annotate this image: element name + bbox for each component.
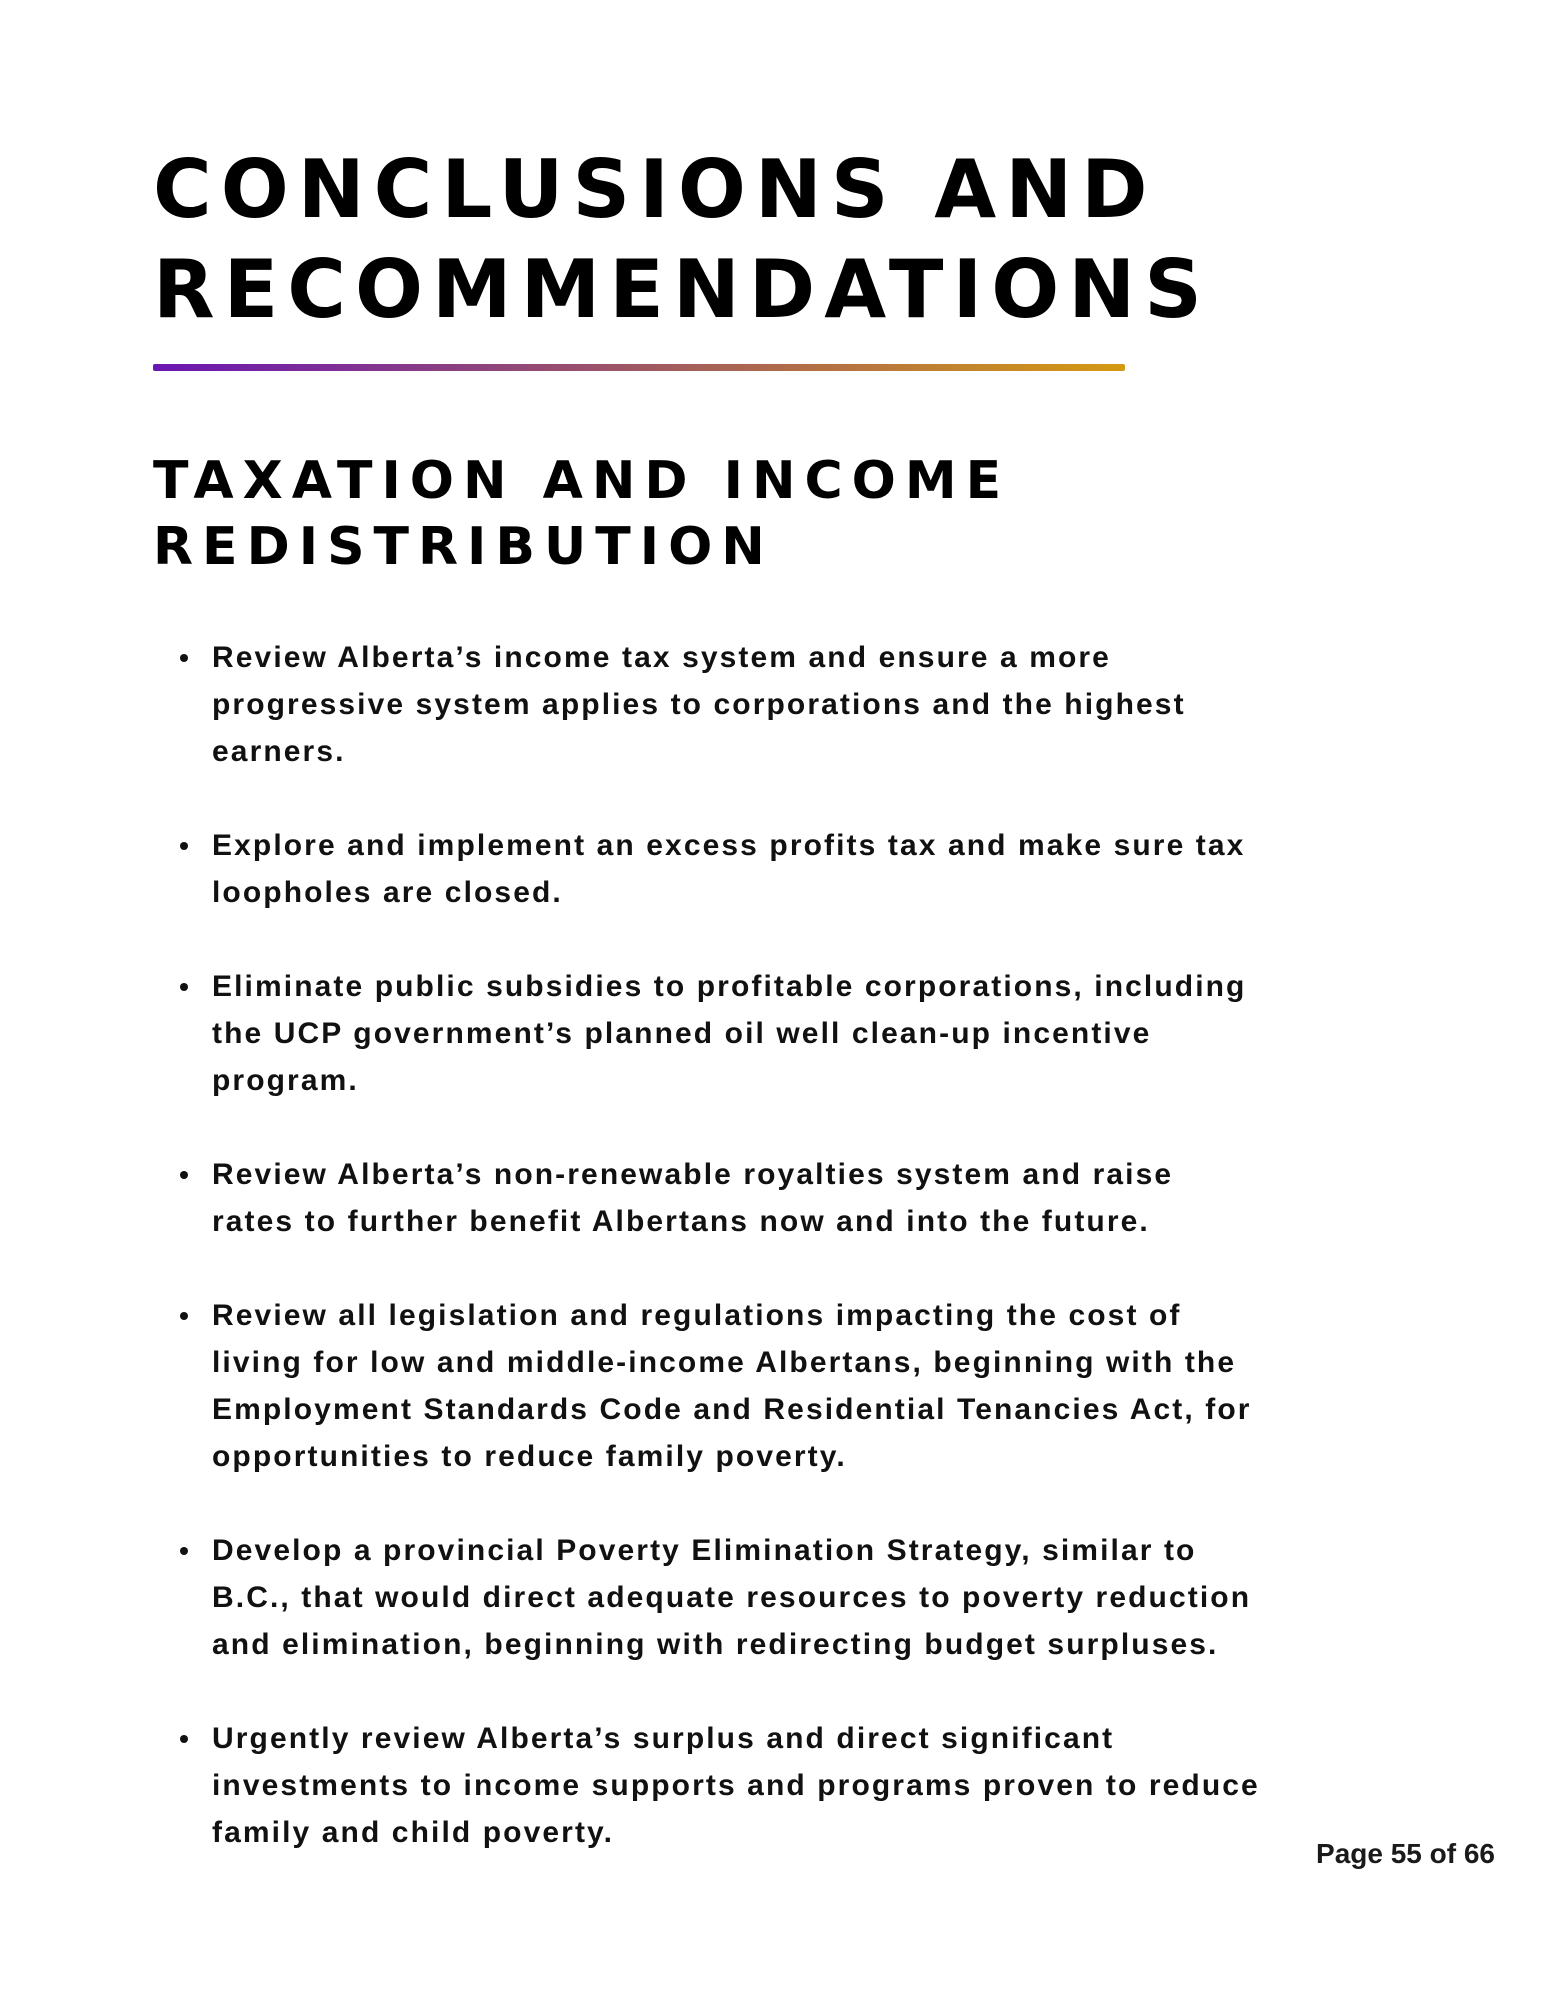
recommendation-line: loopholes are closed. [212, 876, 563, 909]
recommendation-line: Explore and implement an excess profits tax and make sure tax [212, 829, 1246, 862]
title-divider [153, 364, 1125, 371]
recommendation-line: Employment Standards Code and Residential Tenancies Act, for [212, 1393, 1252, 1426]
page-title [153, 140, 1253, 340]
bullet-icon [180, 654, 188, 662]
recommendation-line: Review Alberta’s non-renewable royalties system and raise [212, 1158, 1174, 1191]
recommendation-line: Eliminate public subsidies to profitable corporations, including [212, 970, 1247, 1003]
page-title-line-2: RECOMMENDATIONS [153, 243, 1211, 336]
section-title [153, 448, 1253, 580]
recommendation-line: family and child poverty. [212, 1816, 615, 1849]
recommendation-item [180, 963, 1360, 1104]
recommendation-line: and elimination, beginning with redirecting budget surpluses. [212, 1628, 1219, 1661]
recommendation-line: living for low and middle-income Albertans, beginning with the [212, 1346, 1237, 1379]
bullet-icon [180, 983, 188, 991]
bullet-icon [180, 1171, 188, 1179]
bullet-icon [180, 1312, 188, 1320]
bullet-icon [180, 842, 188, 850]
recommendation-line: Develop a provincial Poverty Elimination Strategy, similar to [212, 1534, 1197, 1567]
recommendation-line: opportunities to reduce family poverty. [212, 1440, 847, 1473]
page-title-line-1: CONCLUSIONS AND [153, 143, 1157, 236]
bullet-icon [180, 1735, 188, 1743]
recommendation-line: rates to further benefit Albertans now and into the future. [212, 1205, 1150, 1238]
recommendation-line: Review Alberta’s income tax system and ensure a more [212, 641, 1111, 674]
recommendation-line: investments to income supports and programs proven to reduce [212, 1769, 1260, 1802]
recommendation-item [180, 1292, 1360, 1480]
recommendation-item [180, 822, 1360, 916]
recommendation-line: the UCP government’s planned oil well clean-up incentive [212, 1017, 1152, 1050]
recommendation-item [180, 1151, 1360, 1245]
page-number: Page 55 of 66 [1316, 1838, 1495, 1869]
recommendation-line: progressive system applies to corporations and the highest [212, 688, 1186, 721]
recommendations-list [180, 634, 1360, 1903]
section-title-line-2: REDISTRIBUTION [153, 517, 774, 577]
recommendation-line: B.C., that would direct adequate resources to poverty reduction [212, 1581, 1252, 1614]
recommendation-line: program. [212, 1064, 359, 1097]
recommendation-line: Review all legislation and regulations impacting the cost of [212, 1299, 1182, 1332]
recommendation-item [180, 1527, 1360, 1668]
recommendation-item [180, 1715, 1360, 1856]
recommendation-line: earners. [212, 735, 346, 768]
recommendation-line: Urgently review Alberta’s surplus and direct significant [212, 1722, 1115, 1755]
section-title-line-1: TAXATION AND INCOME [153, 451, 1011, 511]
bullet-icon [180, 1547, 188, 1555]
recommendation-item [180, 634, 1360, 775]
